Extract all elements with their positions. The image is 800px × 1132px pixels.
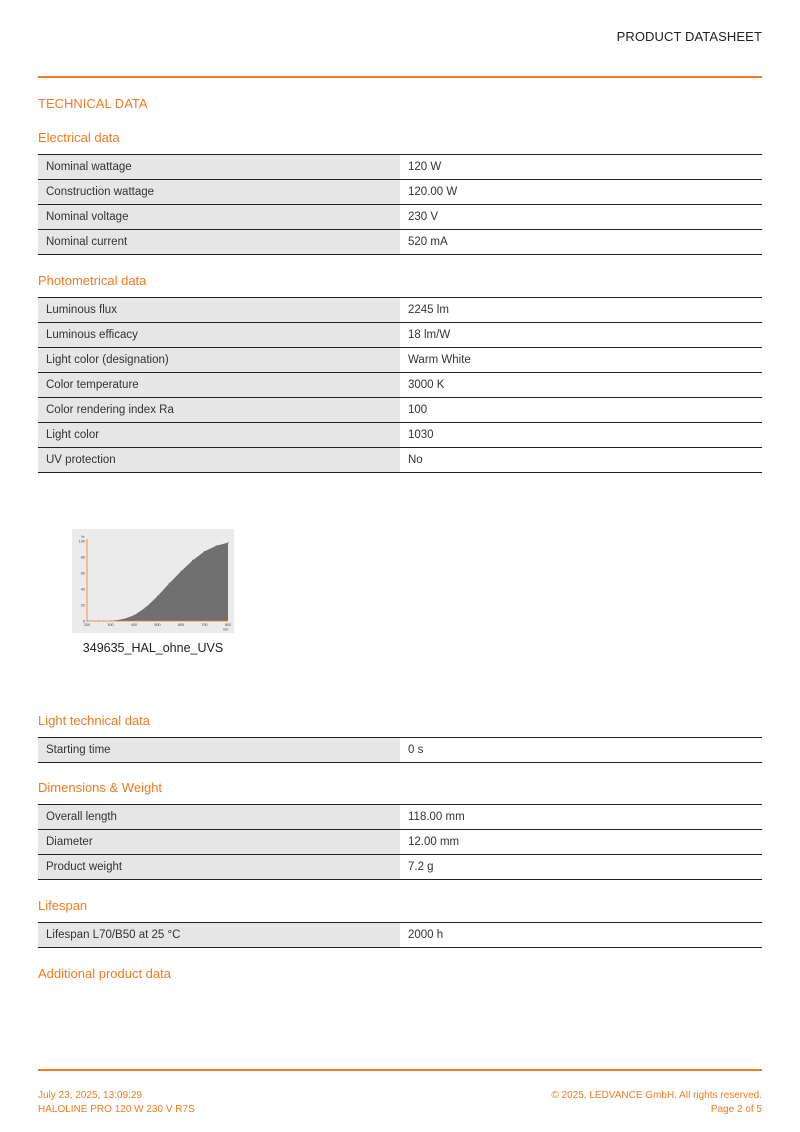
spec-label: Lifespan L70/B50 at 25 °C: [38, 923, 400, 948]
light-technical-data-table: [38, 737, 762, 763]
footer-product-name: HALOLINE PRO 120 W 230 V R7S: [38, 1104, 195, 1115]
spec-label: Starting time: [38, 738, 400, 763]
y-tick-label: 40: [80, 587, 85, 592]
y-tick-label: 20: [80, 603, 85, 608]
spec-value: 100: [400, 398, 762, 423]
y-tick-label: 60: [80, 571, 85, 576]
table-row: [38, 180, 762, 205]
dimensions-weight-table: [38, 804, 762, 880]
table-row: [38, 830, 762, 855]
table-row: [38, 398, 762, 423]
table-row: [38, 230, 762, 255]
spec-label: Product weight: [38, 855, 400, 880]
spec-value: 12.00 mm: [400, 830, 762, 855]
additional-product-data-heading: Additional product data: [38, 966, 171, 981]
x-tick-label: 700: [201, 623, 208, 627]
spec-label: Light color (designation): [38, 348, 400, 373]
footer-date: July 23, 2025, 13:09:29: [38, 1090, 142, 1101]
spec-value: 0 s: [400, 738, 762, 763]
spec-label: Color rendering index Ra: [38, 398, 400, 423]
electrical-data-heading: Electrical data: [38, 130, 120, 145]
table-row: [38, 348, 762, 373]
footer-divider: [38, 1069, 762, 1071]
electrical-data-table: [38, 154, 762, 255]
photometrical-data-table: [38, 297, 762, 473]
spec-value: 520 mA: [400, 230, 762, 255]
data-point: [145, 607, 146, 608]
data-point: [133, 615, 134, 616]
x-axis-unit-label: nm: [223, 627, 229, 632]
data-point: [216, 545, 217, 546]
chart-caption: 349635_HAL_ohne_UVS: [82, 641, 224, 655]
spec-label: Nominal current: [38, 230, 400, 255]
lifespan-heading: Lifespan: [38, 898, 88, 913]
table-row: [38, 205, 762, 230]
spec-label: Luminous flux: [38, 298, 400, 323]
spec-value: 120 W: [400, 155, 762, 180]
spec-value: 7.2 g: [400, 855, 762, 880]
y-axis-unit-label: %: [81, 535, 85, 539]
table-row: [38, 448, 762, 473]
spectral-area: [87, 543, 228, 621]
spec-value: 1030: [400, 423, 762, 448]
spec-value: No: [400, 448, 762, 473]
y-tick-label: 0: [82, 619, 85, 624]
spec-label: Nominal voltage: [38, 205, 400, 230]
datasheet-title: PRODUCT DATASHEET: [616, 29, 762, 44]
table-row: [38, 923, 762, 948]
data-point: [180, 571, 181, 572]
light-technical-data-heading: Light technical data: [38, 713, 151, 728]
spec-label: Color temperature: [38, 373, 400, 398]
spec-value: 230 V: [400, 205, 762, 230]
data-point: [204, 551, 205, 552]
table-row: [38, 323, 762, 348]
table-row: [38, 298, 762, 323]
data-point: [157, 596, 158, 597]
x-tick-label: 200: [83, 623, 91, 627]
x-tick-label: 800: [224, 623, 232, 627]
spec-value: 120.00 W: [400, 180, 762, 205]
spectral-chart-panel: [72, 529, 234, 633]
x-tick-label: 400: [130, 623, 138, 627]
data-point: [169, 583, 170, 584]
spec-label: Luminous efficacy: [38, 323, 400, 348]
table-row: [38, 423, 762, 448]
footer-page-number: Page 2 of 5: [710, 1104, 762, 1115]
data-point: [227, 542, 228, 543]
photometrical-data-heading: Photometrical data: [38, 273, 147, 288]
header-divider: [38, 76, 762, 78]
spec-value: 18 lm/W: [400, 323, 762, 348]
spec-label: UV protection: [38, 448, 400, 473]
table-row: [38, 155, 762, 180]
spec-value: 2245 lm: [400, 298, 762, 323]
y-tick-label: 80: [80, 555, 85, 560]
dimensions-weight-heading: Dimensions & Weight: [38, 780, 163, 795]
spectral-chart: [72, 529, 234, 633]
spec-label: Light color: [38, 423, 400, 448]
spec-value: Warm White: [400, 348, 762, 373]
x-tick-label: 500: [154, 623, 161, 627]
x-tick-label: 600: [177, 623, 185, 627]
spec-value: 2000 h: [400, 923, 762, 948]
table-row: [38, 738, 762, 763]
data-point: [122, 619, 123, 620]
spec-label: Nominal wattage: [38, 155, 400, 180]
data-point: [192, 560, 193, 561]
lifespan-table: [38, 922, 762, 948]
spec-label: Diameter: [38, 830, 400, 855]
x-tick-label: 300: [107, 623, 114, 627]
footer-copyright: © 2025, LEDVANCE GmbH. All rights reserved.: [551, 1090, 762, 1101]
y-tick-label: 100: [78, 539, 85, 544]
technical-data-heading: TECHNICAL DATA: [38, 96, 148, 111]
table-row: [38, 855, 762, 880]
table-row: [38, 805, 762, 830]
table-row: [38, 373, 762, 398]
spec-label: Overall length: [38, 805, 400, 830]
spec-value: 3000 K: [400, 373, 762, 398]
spec-label: Construction wattage: [38, 180, 400, 205]
spec-value: 118.00 mm: [400, 805, 762, 830]
